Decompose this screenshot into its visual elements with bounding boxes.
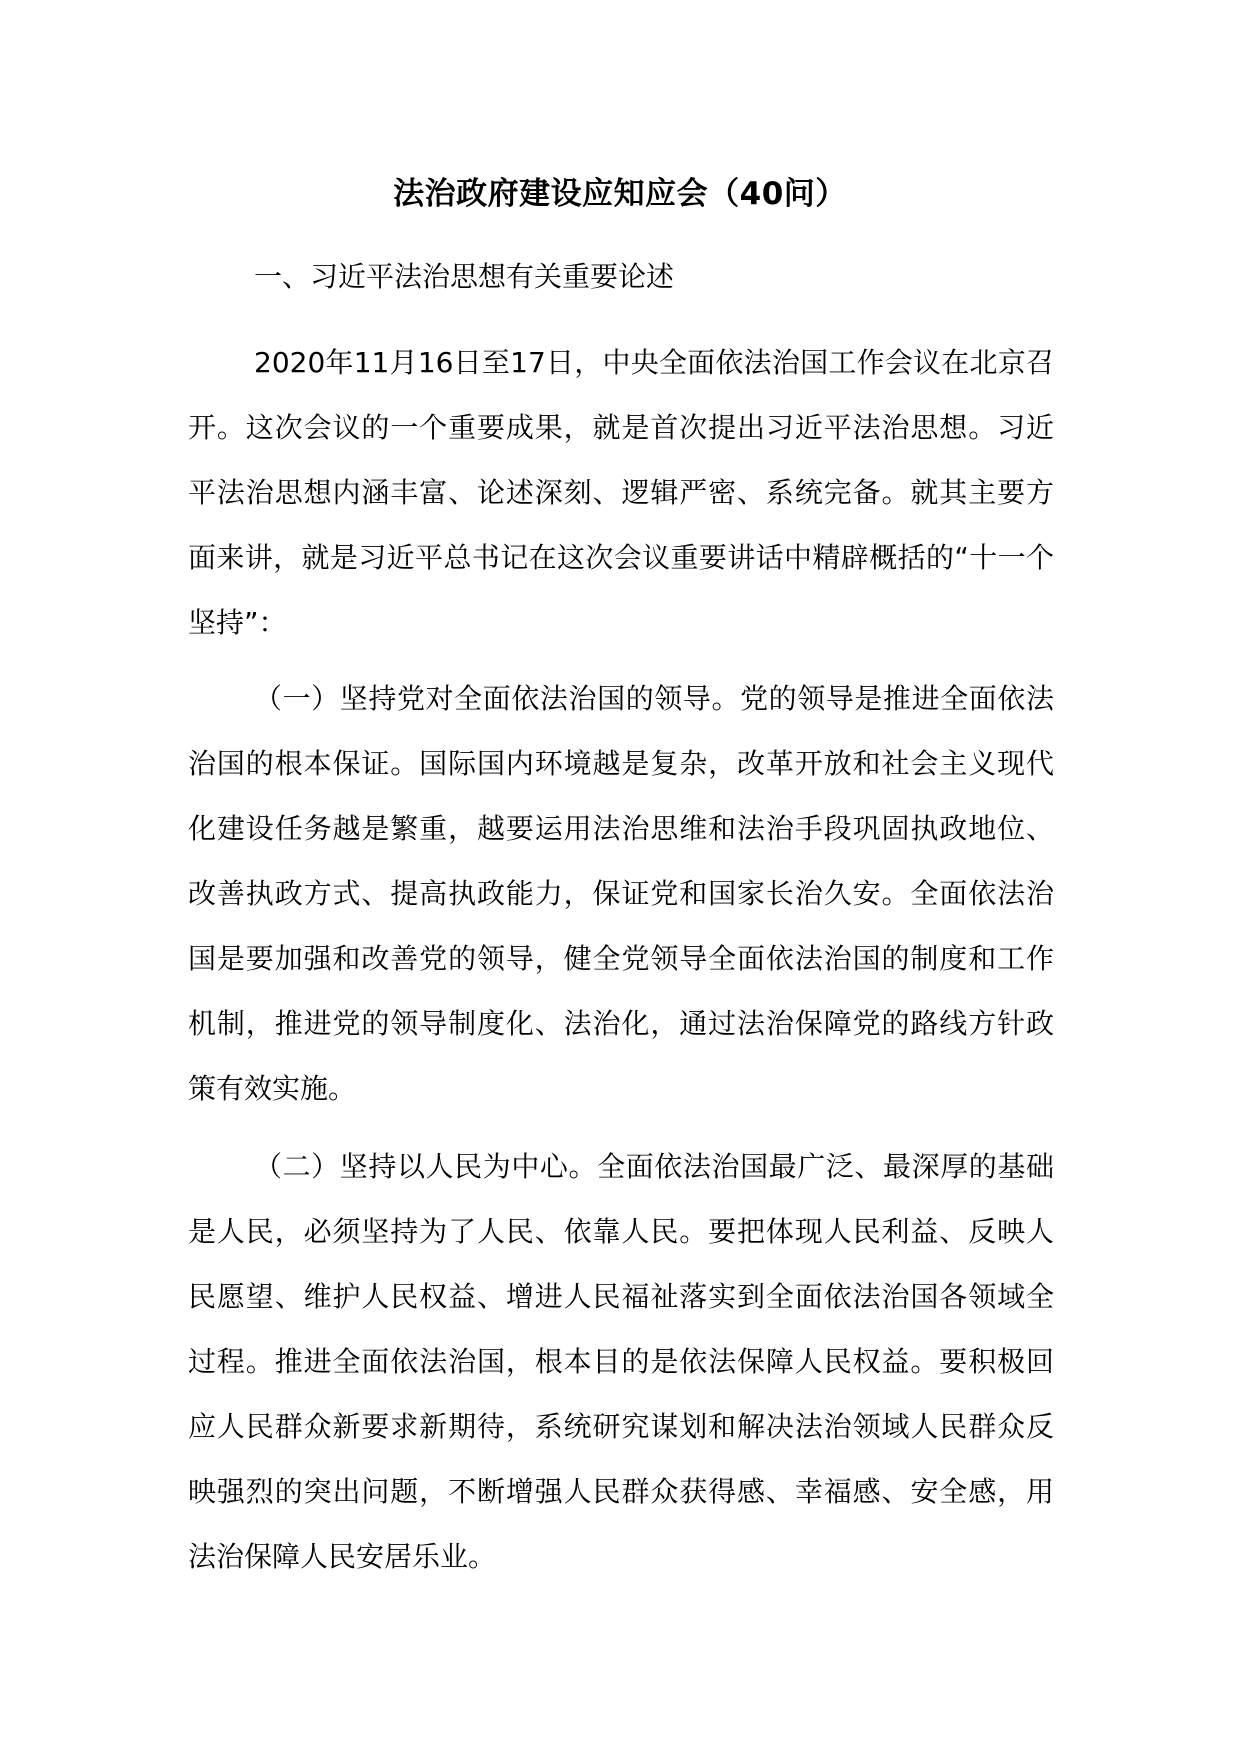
- paragraph-intro: 2020年11月16日至17日，中央全面依法治国工作会议在北京召开。这次会议的一个重要成果，就是首次提出习近平法治思想。习近平法治思想内涵丰富、论述深刻、逻辑严密、系统完备。就其主要方面来讲，就是习近平总书记在这次会议重要讲话中精辟概括的“十一个坚持”：: [188, 346, 1054, 639]
- paragraph-item-1: （一）坚持党对全面依法治国的领导。党的领导是推进全面依法治国的根本保证。国际国内环境越是复杂，改革开放和社会主义现代化建设任务越是繁重，越要运用法治思维和法治手段巩固执政地位、改善执政方式、提高执政能力，保证党和国家长治久安。全面依法治国是要加强和改善党的领导，健全党领导全面依法治国的制度和工作机制，推进党的领导制度化、法治化，通过法治保障党的路线方针政策有效实施。: [188, 682, 1054, 1105]
- section-heading: 一、习近平法治思想有关重要论述: [254, 260, 675, 293]
- paragraph-item-2: （二）坚持以人民为中心。全面依法治国最广泛、最深厚的基础是人民，必须坚持为了人民、依靠人民。要把体现人民利益、反映人民愿望、维护人民权益、增进人民福祉落实到全面依法治国各领域全过程。推进全面依法治国，根本目的是依法保障人民权益。要积极回应人民群众新要求新期待，系统研究谋划和解决法治领域人民群众反映强烈的突出问题，不断增强人民群众获得感、幸福感、安全感，用法治保障人民安居乐业。: [188, 1150, 1054, 1573]
- document-title: 法治政府建设应知应会（40问）: [393, 176, 847, 212]
